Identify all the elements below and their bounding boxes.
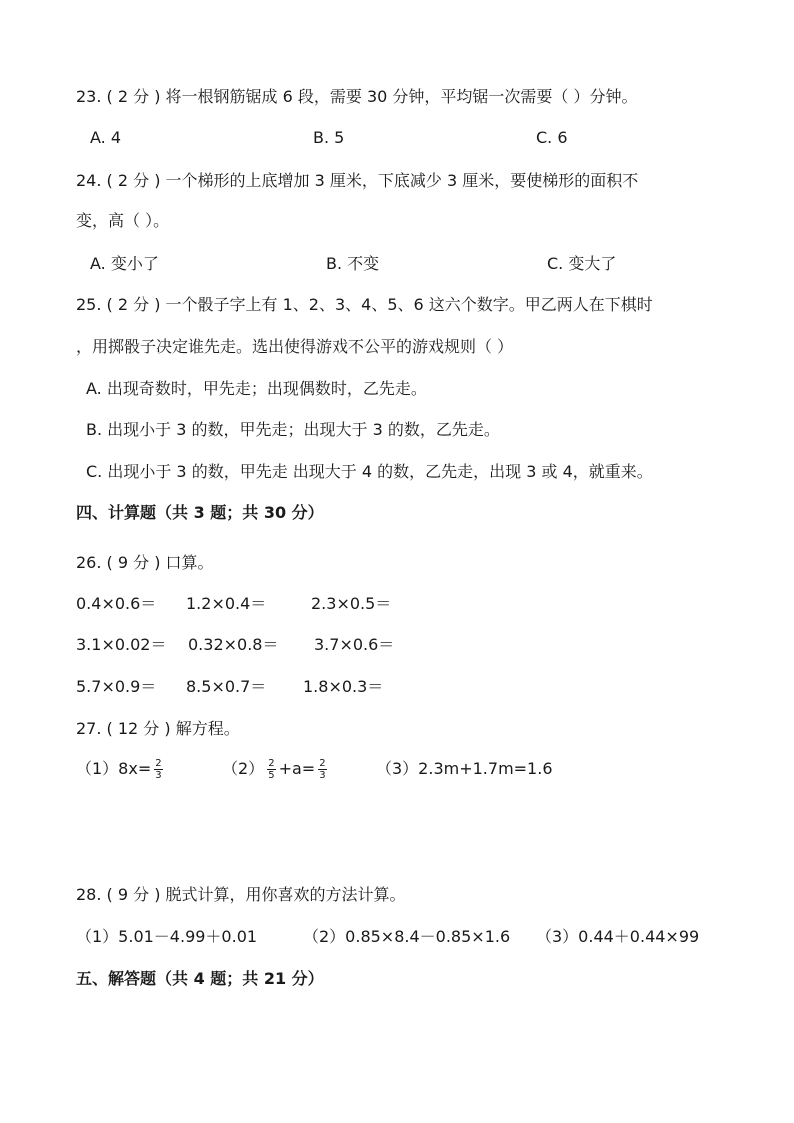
calc-3-3: 1.8×0.3＝ [303,677,384,696]
q24-option-a: A. 变小了 [90,254,159,273]
question-24-line2: 变，高（ ）。 [76,211,170,230]
question-24-line1: 24. ( 2 分 ) 一个梯形的上底增加 3 厘米，下底减少 3 厘米，要使梯形的面积不 [76,171,639,190]
equation-2 [222,758,330,781]
q25-option-a: A. 出现奇数时，甲先走；出现偶数时，乙先走。 [86,379,427,398]
calc-2-2: 0.32×0.8＝ [188,635,279,654]
equation-2-mid: +a= [278,759,316,778]
section-5-title: 五、解答题（共 4 题；共 21 分） [76,969,324,988]
q24-option-c: C. 变大了 [547,254,617,273]
q25-option-c: C. 出现小于 3 的数，甲先走 出现大于 4 的数，乙先走，出现 3 或 4，就重来。 [86,462,653,481]
equation-3: （3）2.3m+1.7m=1.6 [376,759,553,778]
question-28: 28. ( 9 分 ) 脱式计算，用你喜欢的方法计算。 [76,885,406,904]
fraction-2-5: $\frac{2}{5}$ [268,758,275,781]
calc-3-1: 5.7×0.9＝ [76,677,157,696]
equation-1-prefix: （1）8x= [76,759,152,778]
equation-1 [76,758,166,781]
expression-2: （2）0.85×8.4－0.85×1.6 [303,927,511,946]
calc-2-3: 3.7×0.6＝ [314,635,395,654]
q23-option-a: A. 4 [90,128,122,147]
question-26: 26. ( 9 分 ) 口算。 [76,553,214,572]
question-25-line1: 25. ( 2 分 ) 一个骰子字上有 1、2、3、4、5、6 这六个数字。甲乙两人在下棋时 [76,295,653,314]
q23-option-b: B. 5 [313,128,345,147]
q23-option-c: C. 6 [536,128,568,147]
calc-2-1: 3.1×0.02＝ [76,635,167,654]
expression-3: （3）0.44＋0.44×99 [536,927,700,946]
q24-option-b: B. 不变 [326,254,380,273]
q25-option-b: B. 出现小于 3 的数，甲先走；出现大于 3 的数，乙先走。 [86,420,500,439]
calc-1-2: 1.2×0.4＝ [186,594,267,613]
section-4-title: 四、计算题（共 3 题；共 30 分） [76,503,324,522]
calc-1-3: 2.3×0.5＝ [311,594,392,613]
question-25-line2: ，用掷骰子决定谁先走。选出使得游戏不公平的游戏规则（ ） [76,337,514,356]
fraction-2-3: $\frac{2}{3}$ [155,758,162,781]
equation-2-prefix: （2） [222,759,265,778]
question-27: 27. ( 12 分 ) 解方程。 [76,719,240,738]
question-23: 23. ( 2 分 ) 将一根钢筋锯成 6 段，需要 30 分钟，平均锯一次需要（ ）分钟。 [76,87,638,106]
calc-1-1: 0.4×0.6＝ [76,594,157,613]
expression-1: （1）5.01－4.99＋0.01 [76,927,258,946]
calc-3-2: 8.5×0.7＝ [186,677,267,696]
fraction-2-3b: $\frac{2}{3}$ [319,758,326,781]
